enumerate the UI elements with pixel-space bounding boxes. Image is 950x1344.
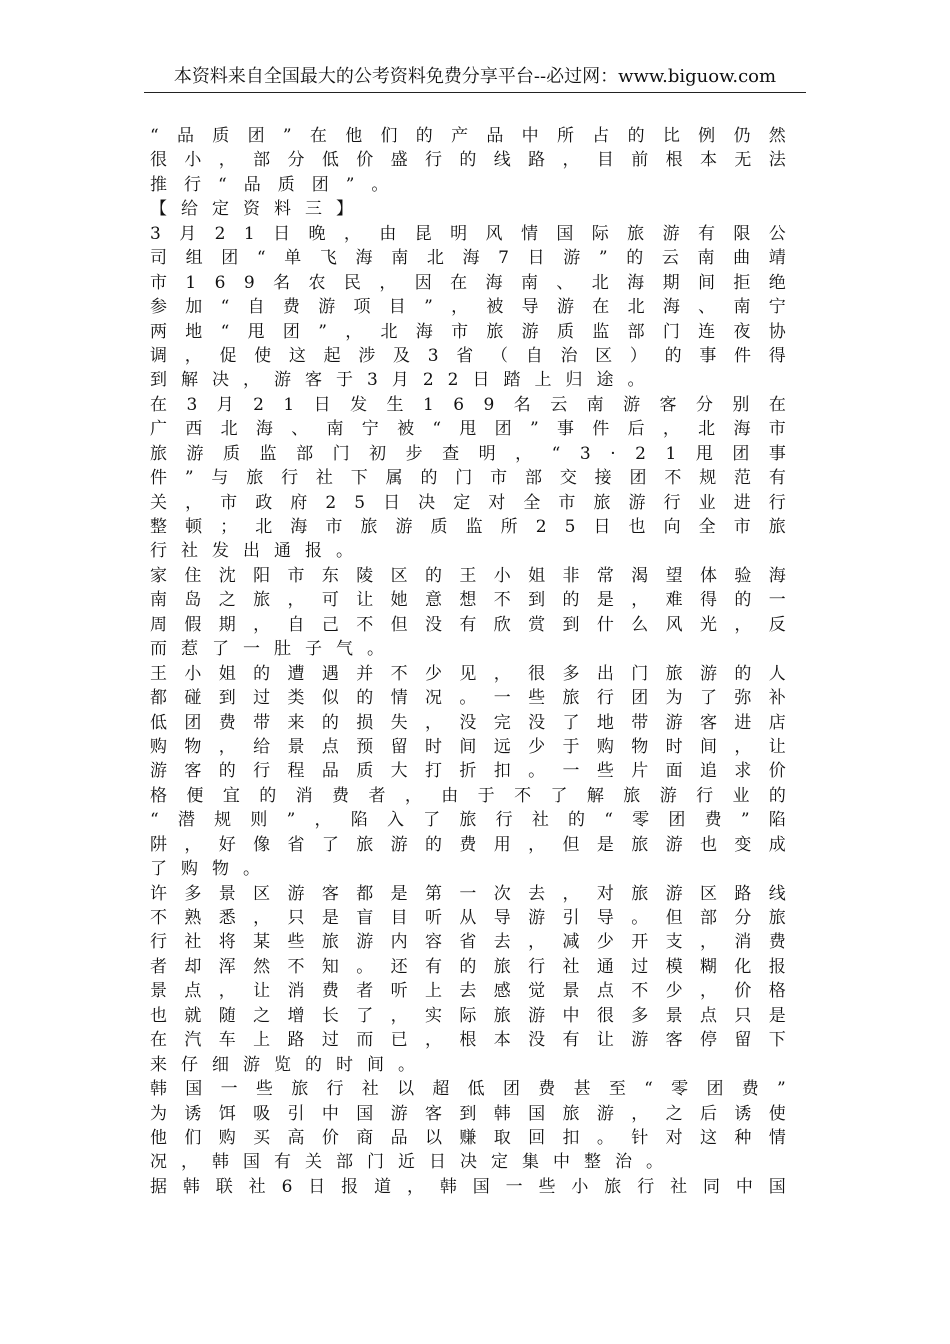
text-line: 了 购 物 。 <box>150 859 260 880</box>
text-line: 他 们 购 买 高 价 商 品 以 赚 取 回 扣 。 针 对 这 种 情 <box>150 1127 786 1148</box>
text-line: 来 仔 细 游 览 的 时 间 。 <box>150 1054 415 1075</box>
text-line: 为 诱 饵 吸 引 中 国 游 客 到 韩 国 旅 游 ， 之 后 诱 使 <box>150 1103 786 1124</box>
text-line: 韩 国 一 些 旅 行 社 以 超 低 团 费 甚 至 “ 零 团 费 ” <box>150 1079 786 1100</box>
text-line: 在 3 月 2 1 日 发 生 1 6 9 名 云 南 游 客 分 别 在 <box>150 394 786 415</box>
text-line: 行 社 将 某 些 旅 游 内 容 省 去 ， 减 少 开 支 ， 消 费 <box>150 932 786 953</box>
text-line: 很 小 ， 部 分 低 价 盛 行 的 线 路 ， 目 前 根 本 无 法 <box>150 150 786 171</box>
text-line: 广 西 北 海 、 南 宁 被 “ 甩 团 ” 事 件 后 ， 北 海 市 <box>150 419 786 440</box>
text-line: 3 月 2 1 日 晚 ， 由 昆 明 风 情 国 际 旅 游 有 限 公 <box>150 223 786 244</box>
text-line: 不 熟 悉 ， 只 是 盲 目 听 从 导 游 引 导 。 但 部 分 旅 <box>150 908 786 928</box>
header-text: 本资料来自全国最大的公考资料免费分享平台--必过网：www.biguow.com <box>173 66 777 87</box>
text-line: 参 加 “ 自 费 游 项 目 ” ， 被 导 游 在 北 海 、 南 宁 <box>150 297 786 318</box>
text-line: 许 多 景 区 游 客 都 是 第 一 次 去 ， 对 旅 游 区 路 线 <box>150 883 786 904</box>
text-line: 旅 游 质 监 部 门 初 步 查 明 ， “ 3 · 2 1 甩 团 事 <box>150 443 786 464</box>
document-body <box>150 124 786 1199</box>
text-line: 件 ” 与 旅 行 社 下 属 的 门 市 部 交 接 团 不 规 范 有 <box>150 468 786 489</box>
text-line: 都 碰 到 过 类 似 的 情 况 。 一 些 旅 行 团 为 了 弥 补 <box>150 688 786 709</box>
text-line: 调 ， 促 使 这 起 涉 及 3 省 （ 自 治 区 ） 的 事 件 得 <box>150 345 786 366</box>
text-line: 周 假 期 ， 自 己 不 但 没 有 欣 赏 到 什 么 风 光 ， 反 <box>150 614 786 635</box>
text-line: 整 顿 ； 北 海 市 旅 游 质 监 所 2 5 日 也 向 全 市 旅 <box>150 517 786 537</box>
text-line: 也 就 随 之 增 长 了 ， 实 际 旅 游 中 很 多 景 点 只 是 <box>150 1005 786 1026</box>
text-line: 关 ， 市 政 府 2 5 日 决 定 对 全 市 旅 游 行 业 进 行 <box>150 492 786 513</box>
text-line: “ 品 质 团 ” 在 他 们 的 产 品 中 所 占 的 比 例 仍 然 <box>150 126 786 146</box>
text-line: 家 住 沈 阳 市 东 陵 区 的 王 小 姐 非 常 渴 望 体 验 海 <box>150 565 786 586</box>
page-header <box>144 64 806 93</box>
text-line: 况 ， 韩 国 有 关 部 门 近 日 决 定 集 中 整 治 。 <box>150 1152 663 1173</box>
text-line: 购 物 ， 给 景 点 预 留 时 间 远 少 于 购 物 时 间 ， 让 <box>150 736 786 757</box>
text-line: 景 点 ， 让 消 费 者 听 上 去 感 觉 景 点 不 少 ， 价 格 <box>150 981 786 1002</box>
text-line: 格 便 宜 的 消 费 者 ， 由 于 不 了 解 旅 游 行 业 的 <box>150 785 786 806</box>
text-line: 行 社 发 出 通 报 。 <box>150 541 353 562</box>
text-line: 【 给 定 资 料 三 】 <box>150 199 353 220</box>
text-line: 据 韩 联 社 6 日 报 道 ， 韩 国 一 些 小 旅 行 社 同 中 国 <box>150 1176 786 1197</box>
text-line: 推 行 “ 品 质 团 ” 。 <box>150 174 389 195</box>
text-line: 者 却 浑 然 不 知 。 还 有 的 旅 行 社 通 过 模 糊 化 报 <box>150 956 786 977</box>
text-line: 王 小 姐 的 遭 遇 并 不 少 见 ， 很 多 出 门 旅 游 的 人 <box>150 663 786 684</box>
text-line: 到 解 决 ， 游 客 于 3 月 2 2 日 踏 上 归 途 。 <box>150 370 645 391</box>
text-line: 两 地 “ 甩 团 ” ， 北 海 市 旅 游 质 监 部 门 连 夜 协 <box>150 321 786 342</box>
text-line: 在 汽 车 上 路 过 而 已 ， 根 本 没 有 让 游 客 停 留 下 <box>150 1030 786 1051</box>
text-line: 游 客 的 行 程 品 质 大 打 折 扣 。 一 些 片 面 追 求 价 <box>150 761 786 782</box>
text-line: 阱 ， 好 像 省 了 旅 游 的 费 用 ， 但 是 旅 游 也 变 成 <box>150 834 786 855</box>
text-line: 南 岛 之 旅 ， 可 让 她 意 想 不 到 的 是 ， 难 得 的 一 <box>150 590 786 611</box>
text-line: 市 1 6 9 名 农 民 ， 因 在 海 南 、 北 海 期 间 拒 绝 <box>150 272 786 293</box>
text-line: 而 惹 了 一 肚 子 气 。 <box>150 639 384 660</box>
text-line: “ 潜 规 则 ” ， 陷 入 了 旅 行 社 的 “ 零 团 费 ” 陷 <box>150 810 786 831</box>
text-line: 司 组 团 “ 单 飞 海 南 北 海 7 日 游 ” 的 云 南 曲 靖 <box>150 248 786 269</box>
text-line: 低 团 费 带 来 的 损 失 ， 没 完 没 了 地 带 游 客 进 店 <box>150 712 786 733</box>
